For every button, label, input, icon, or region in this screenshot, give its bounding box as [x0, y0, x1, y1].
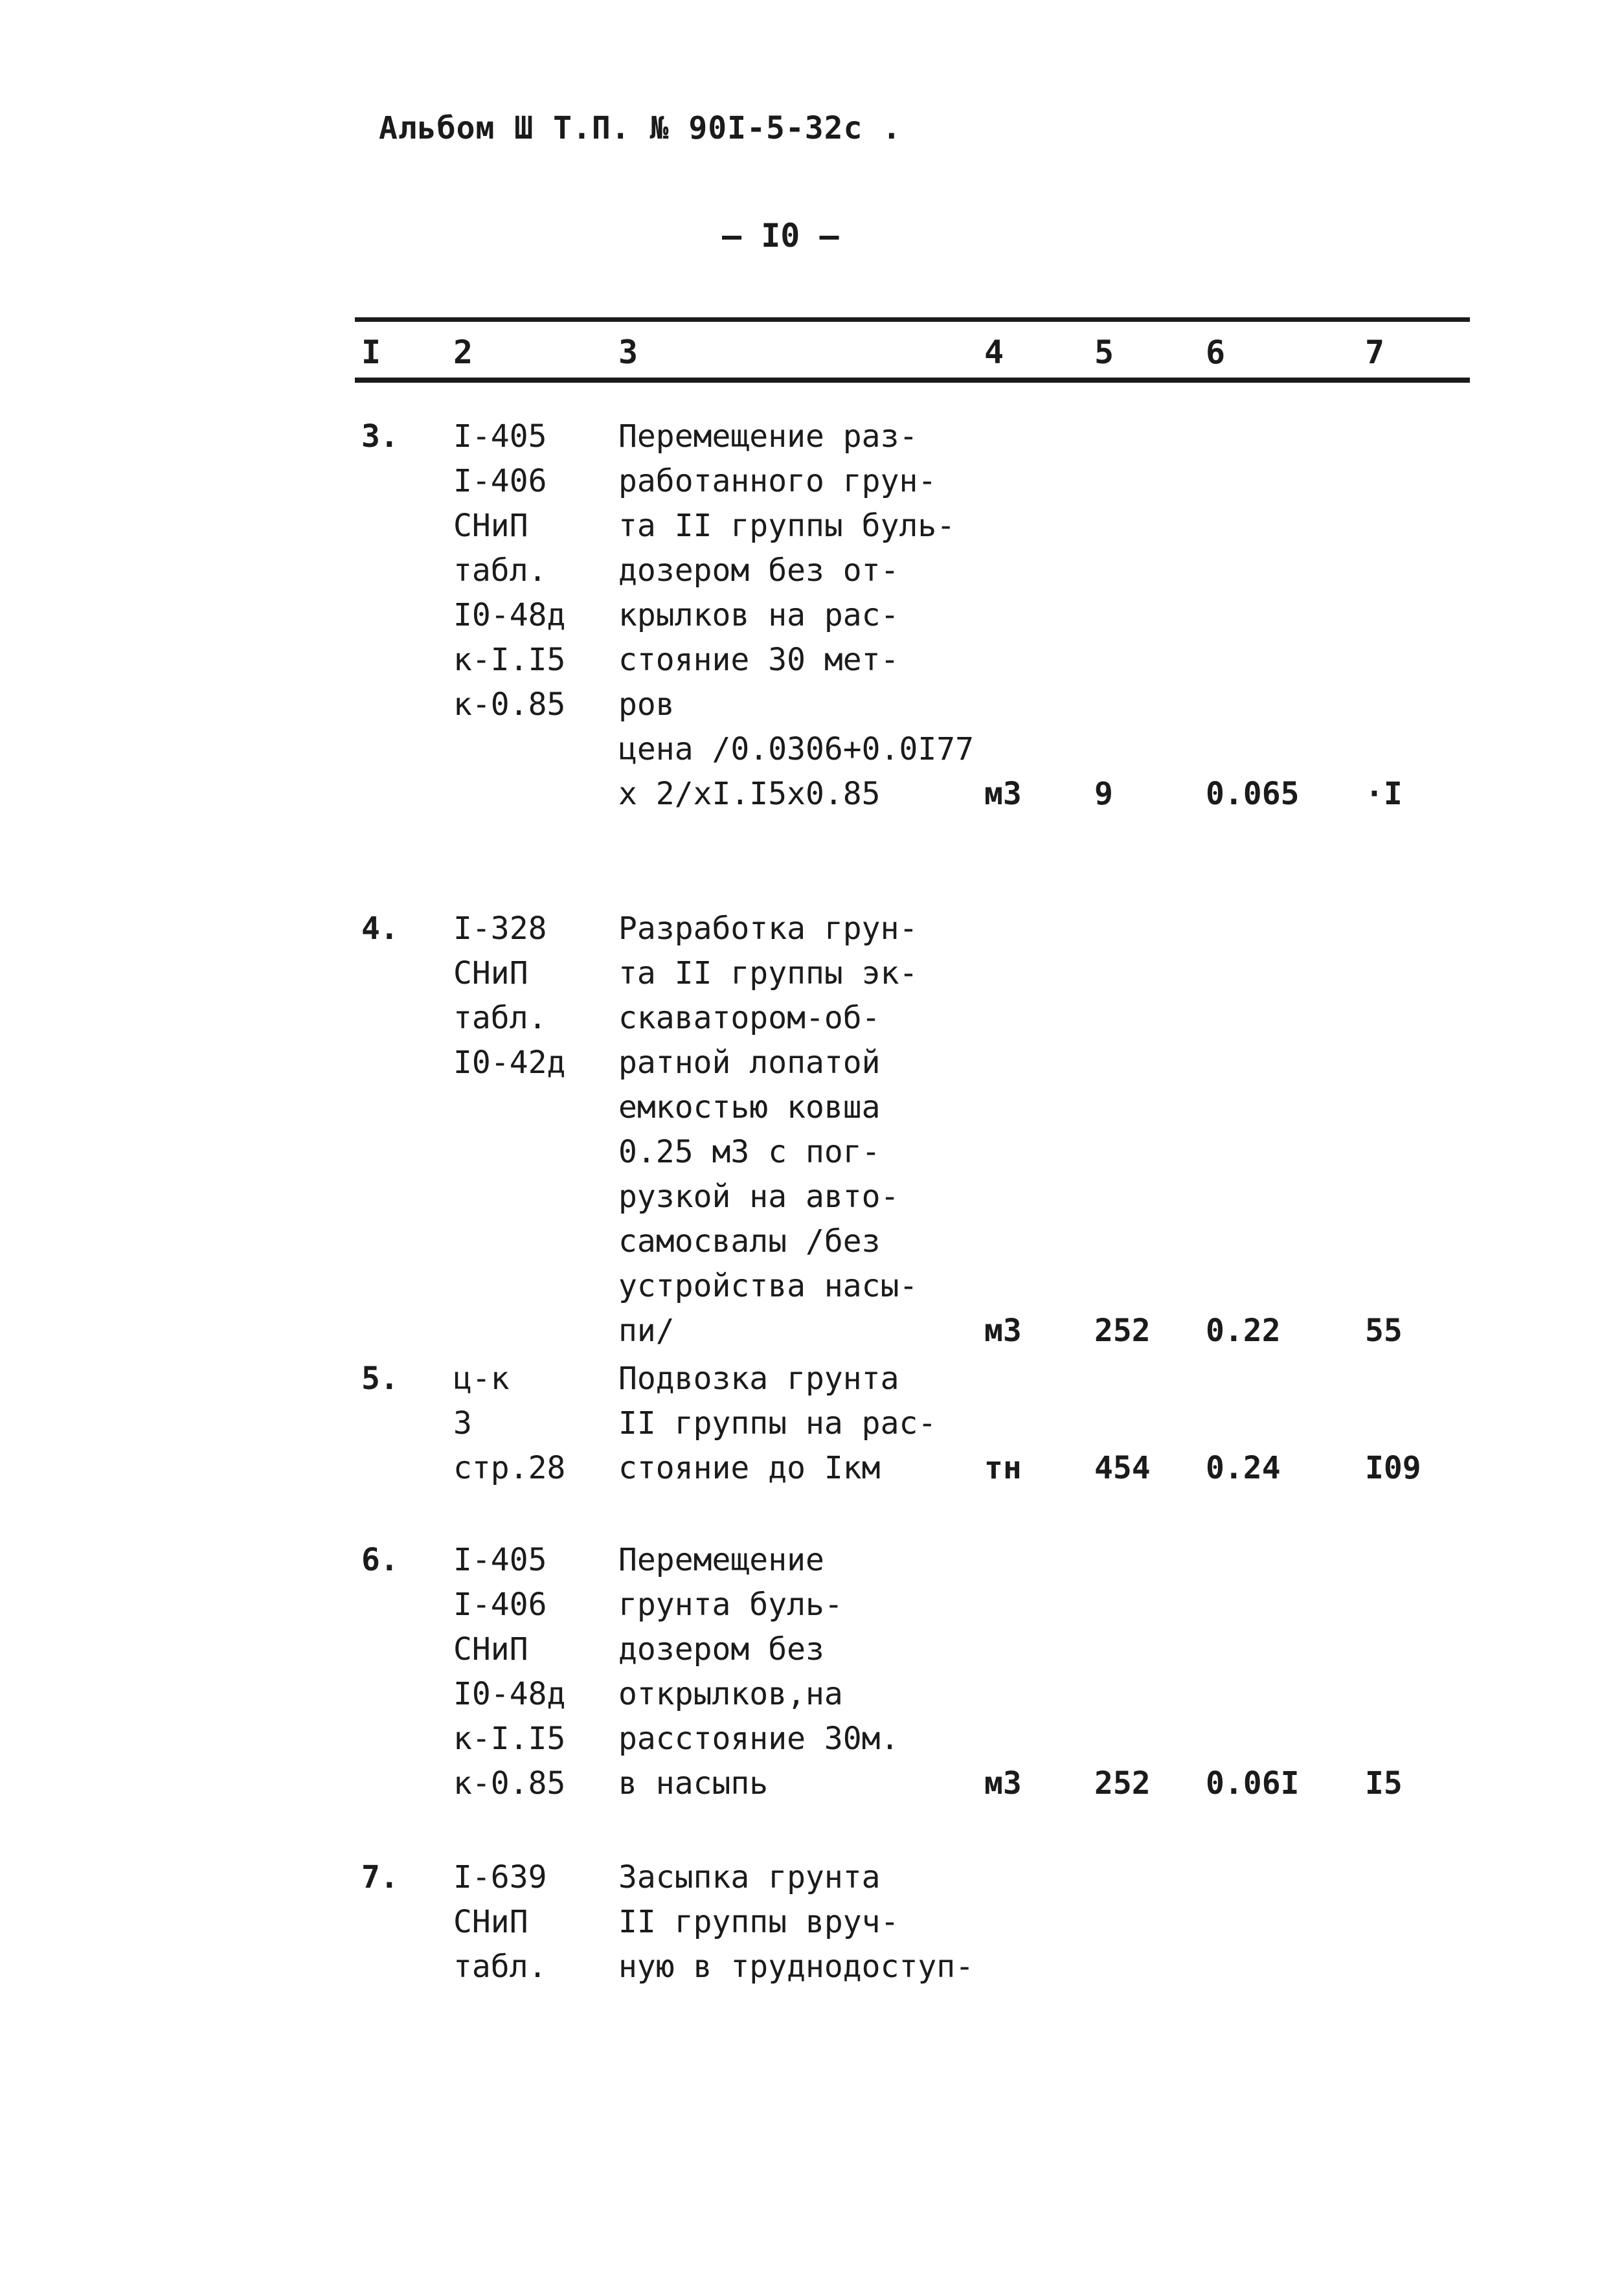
norm-reference-line: табл.	[453, 1000, 547, 1036]
work-description-line: устройства насы-	[618, 1268, 918, 1304]
work-description-line: цена /0.0306+0.0I77	[618, 731, 975, 767]
quantity-cell: 9	[1094, 776, 1113, 812]
album-header: Альбом Ш Т.П. № 90I-5-32с .	[379, 110, 902, 146]
unit-cell: м3	[984, 776, 1022, 812]
row-number: 5.	[361, 1361, 399, 1397]
row-number: 7.	[361, 1859, 399, 1895]
norm-reference-line: I-406	[453, 463, 547, 499]
work-description-line: самосвалы /без	[618, 1223, 881, 1260]
norm-reference-line: 3	[453, 1405, 472, 1442]
table-row	[0, 1357, 1624, 1491]
column-header-1: I	[361, 334, 381, 371]
quantity-cell: 252	[1094, 1313, 1151, 1349]
work-description-line: х 2/хI.I5х0.85	[618, 776, 881, 812]
work-description-line: ную в труднодоступ-	[618, 1949, 975, 1985]
unit-price-cell: 0.065	[1206, 776, 1300, 812]
norm-reference-line: табл.	[453, 1949, 547, 1985]
work-description	[618, 1855, 974, 1989]
work-description	[618, 1357, 936, 1491]
quantity-cell: 252	[1094, 1765, 1151, 1802]
work-description-line: ратной лопатой	[618, 1045, 881, 1081]
norm-reference-line: СНиП	[453, 1904, 528, 1940]
work-description-line: II группы на рас-	[618, 1405, 937, 1442]
norm-reference-line: к-0.85	[453, 1765, 566, 1802]
unit-price-cell: 0.06I	[1206, 1765, 1300, 1802]
work-description-line: дозером без	[618, 1631, 824, 1668]
norm-reference-line: I-405	[453, 418, 547, 455]
norm-reference	[453, 414, 565, 727]
work-description-line: стояние 30 мет-	[618, 642, 899, 678]
norm-reference-line: I0-42д	[453, 1045, 566, 1081]
unit-cell: м3	[984, 1313, 1022, 1349]
column-header-3: 3	[618, 334, 638, 371]
work-description-line: пи/	[618, 1313, 675, 1349]
row-number: 4.	[361, 910, 399, 947]
norm-reference-line: стр.28	[453, 1450, 566, 1486]
norm-reference-line: I-405	[453, 1542, 547, 1578]
work-description-line: дозером без от-	[618, 552, 899, 589]
norm-reference-line: I-328	[453, 910, 547, 947]
work-description	[618, 1538, 899, 1806]
norm-reference	[453, 907, 565, 1085]
column-header-4: 4	[984, 334, 1004, 371]
norm-reference-line: СНиП	[453, 955, 528, 991]
unit-price-cell: 0.24	[1206, 1450, 1281, 1486]
column-header-2: 2	[453, 334, 473, 371]
page-number: – I0 –	[722, 217, 839, 254]
total-cell: I09	[1365, 1450, 1421, 1486]
work-description-line: Перемещение раз-	[618, 418, 918, 455]
row-number: 3.	[361, 418, 399, 455]
work-description-line: скаватором-об-	[618, 1000, 881, 1036]
norm-reference-line: СНиП	[453, 508, 528, 544]
unit-price-cell: 0.22	[1206, 1313, 1281, 1349]
table-header-rule	[355, 378, 1470, 383]
work-description-line: крылков на рас-	[618, 597, 899, 633]
norm-reference-line: I-406	[453, 1587, 547, 1623]
quantity-cell: 454	[1094, 1450, 1151, 1486]
work-description-line: рузкой на авто-	[618, 1179, 899, 1215]
table-top-rule	[355, 317, 1470, 322]
work-description-line: в насыпь	[618, 1765, 769, 1802]
norm-reference-line: ц-к	[453, 1361, 510, 1397]
work-description-line: работанного грун-	[618, 463, 937, 499]
work-description-line: Разработка грун-	[618, 910, 918, 947]
norm-reference-line: I0-48д	[453, 1676, 566, 1712]
work-description-line: 0.25 м3 с пог-	[618, 1134, 881, 1170]
norm-reference-line: к-I.I5	[453, 642, 566, 678]
column-header-6: 6	[1206, 334, 1226, 371]
total-cell: 55	[1365, 1313, 1403, 1349]
column-header-5: 5	[1094, 334, 1114, 371]
work-description-line: Засыпка грунта	[618, 1859, 881, 1895]
work-description-line: ров	[618, 686, 675, 723]
table-row	[0, 414, 1624, 817]
norm-reference-line: табл.	[453, 552, 547, 589]
norm-reference	[453, 1357, 565, 1491]
work-description	[618, 907, 918, 1353]
work-description-line: II группы вруч-	[618, 1904, 899, 1940]
row-number: 6.	[361, 1542, 399, 1578]
table-row	[0, 1538, 1624, 1806]
work-description-line: Перемещение	[618, 1542, 824, 1578]
unit-cell: м3	[984, 1765, 1022, 1802]
work-description	[618, 414, 974, 817]
table-row	[0, 1855, 1624, 1989]
work-description-line: Подвозка грунта	[618, 1361, 899, 1397]
work-description-line: та II группы эк-	[618, 955, 918, 991]
norm-reference-line: I0-48д	[453, 597, 566, 633]
norm-reference-line: I-639	[453, 1859, 547, 1895]
work-description-line: стояние до Iкм	[618, 1450, 881, 1486]
norm-reference	[453, 1855, 547, 1989]
norm-reference-line: к-0.85	[453, 686, 566, 723]
work-description-line: та II группы буль-	[618, 508, 956, 544]
norm-reference-line: к-I.I5	[453, 1721, 566, 1757]
column-header-7: 7	[1365, 334, 1385, 371]
work-description-line: емкостью ковша	[618, 1089, 881, 1125]
total-cell: ·I	[1365, 776, 1403, 812]
norm-reference-line: СНиП	[453, 1631, 528, 1668]
work-description-line: грунта буль-	[618, 1587, 843, 1623]
norm-reference	[453, 1538, 565, 1806]
total-cell: I5	[1365, 1765, 1403, 1802]
unit-cell: тн	[984, 1450, 1022, 1486]
work-description-line: открылков,на	[618, 1676, 843, 1712]
table-row	[0, 907, 1624, 1353]
work-description-line: расстояние 30м.	[618, 1721, 899, 1757]
